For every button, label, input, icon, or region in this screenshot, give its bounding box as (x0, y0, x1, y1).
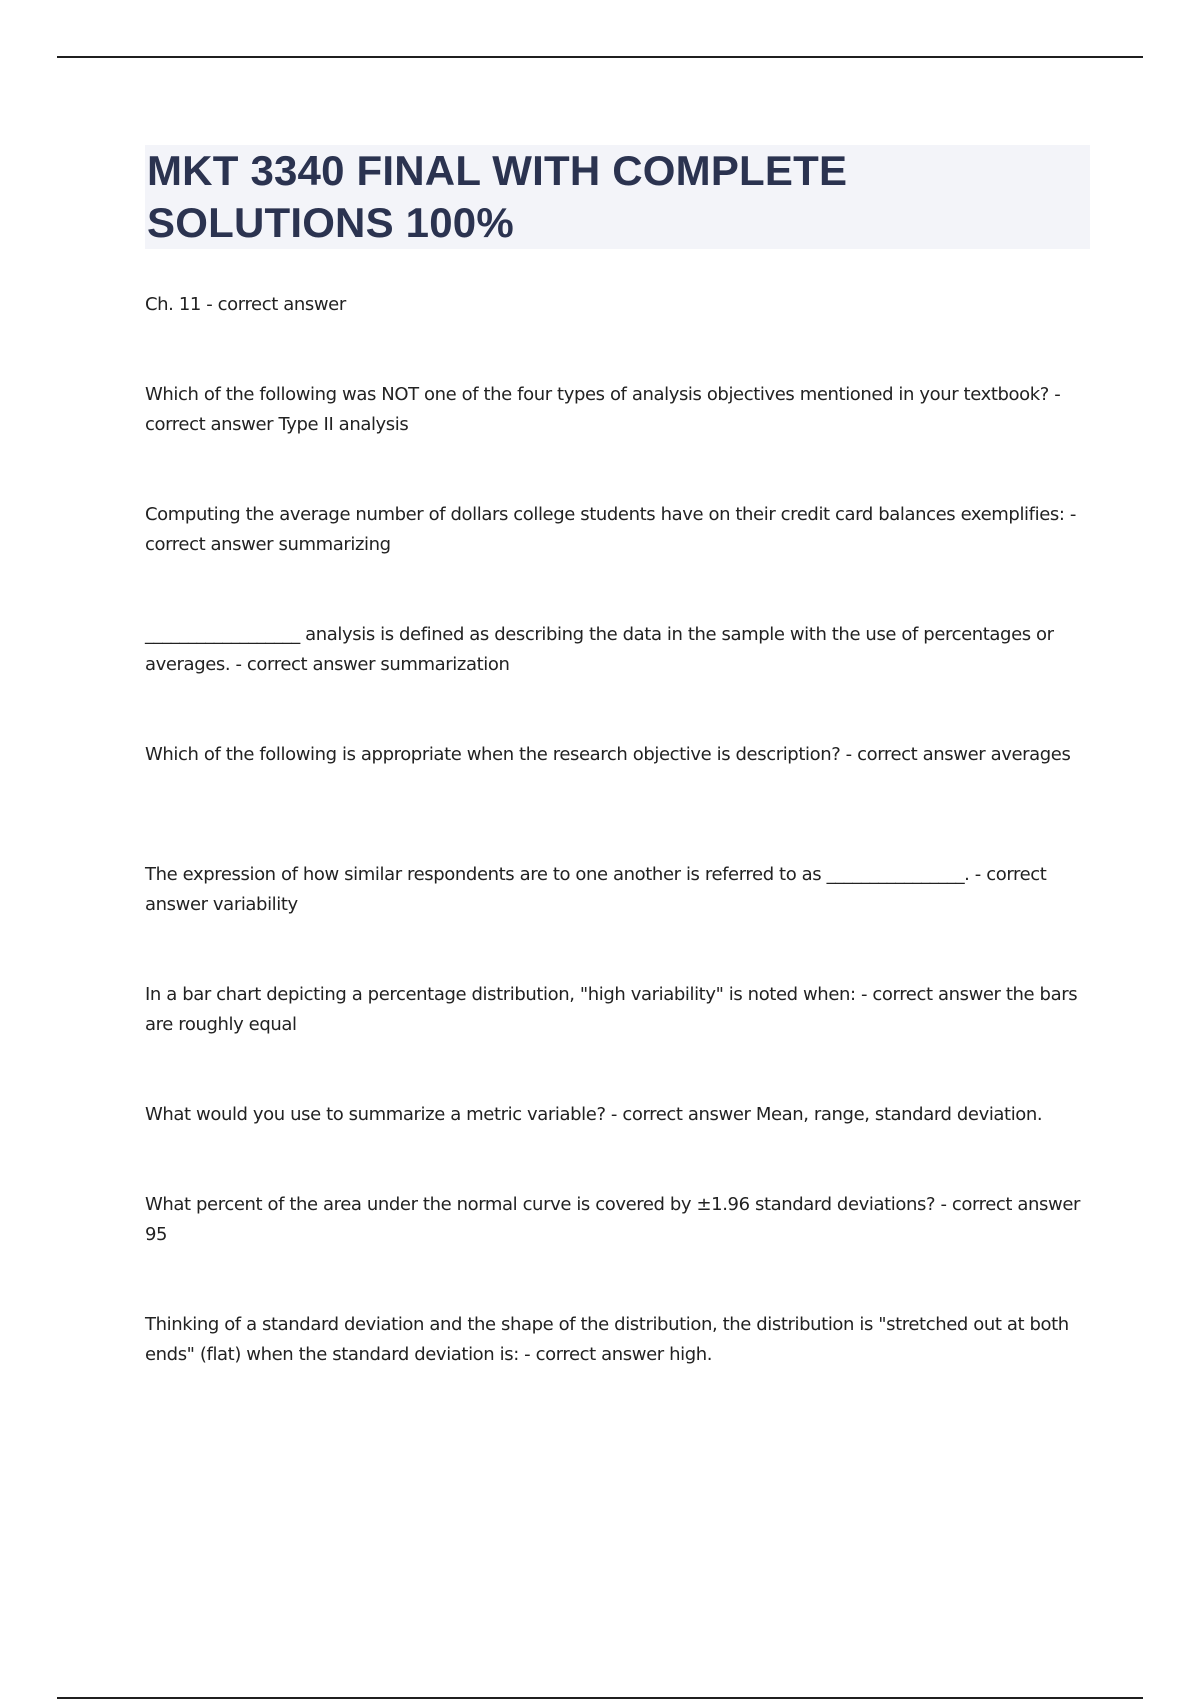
qa-entry-6: The expression of how similar respondents are to one another is referred to as ________________. - correct answer variability (145, 864, 1047, 915)
qa-list (145, 290, 1090, 1430)
title-banner (145, 145, 1090, 249)
document-title: MKT 3340 FINAL WITH COMPLETE SOLUTIONS 100% (147, 147, 848, 246)
qa-entry-2: Which of the following was NOT one of the four types of analysis objectives mentioned in your textbook? - correct answer Type II analysis (145, 384, 1061, 435)
qa-entry-8: What would you use to summarize a metric variable? - correct answer Mean, range, standard deviation. (145, 1104, 1043, 1125)
bottom-rule (57, 1697, 1143, 1699)
qa-entry-1: Ch. 11 - correct answer (145, 294, 346, 315)
qa-entry-4: __________________ analysis is defined as describing the data in the sample with the use of percentages or averages. - correct answer summarization (145, 624, 1054, 675)
top-rule (57, 56, 1143, 58)
qa-entry-10: Thinking of a standard deviation and the shape of the distribution, the distribution is "stretched out at both ends" (flat) when the standard deviation is: - correct answer high. (145, 1314, 1069, 1365)
qa-entry-3: Computing the average number of dollars college students have on their credit card balances exemplifies: - correct answer summarizing (145, 504, 1076, 555)
qa-entry-7: In a bar chart depicting a percentage distribution, "high variability" is noted when: - correct answer the bars are roughly equal (145, 984, 1078, 1035)
qa-entry-5: Which of the following is appropriate when the research objective is description? - correct answer averages (145, 744, 1071, 765)
qa-entry-9: What percent of the area under the normal curve is covered by ±1.96 standard deviations? - correct answer 95 (145, 1194, 1081, 1245)
